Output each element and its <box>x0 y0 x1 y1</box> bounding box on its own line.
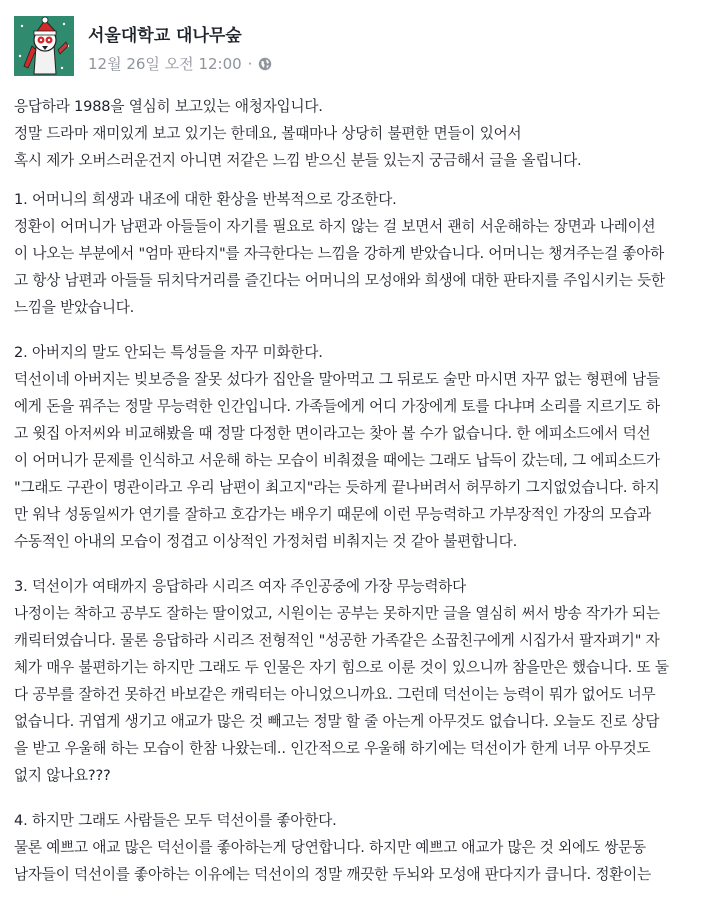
post-paragraph <box>14 186 712 321</box>
avatar-illustration-icon <box>14 16 74 76</box>
post-paragraph <box>14 807 712 888</box>
post-line: 없지 않나요??? <box>14 767 111 784</box>
post-line: 에게 돈을 꿔주는 정말 무능력한 인간입니다. 가족들에게 어디 가장에게 토를 다냐며 소리를 지르기도 하 <box>14 398 660 415</box>
post-body <box>14 93 712 906</box>
post-line: 캐릭터였습니다. 물론 응답하라 시리즈 전형적인 "성공한 가족같은 소꿉친구에게 시집가서 팔자펴기" 자 <box>14 632 660 649</box>
post-line: 정말 드라마 재미있게 보고 있기는 한데요, 볼때마나 상당히 불편한 면들이 있어서 <box>14 125 522 142</box>
post-line: 정환이 어머니가 남편과 아들들이 자기를 필요로 하지 않는 걸 보면서 괜히 서운해하는 장면과 나레이션 <box>14 218 656 235</box>
post-line: 이 어머니가 문제를 인식하고 서운해 하는 모습이 비춰졌을 때에는 그래도 납득이 갔는데, 그 에피소드가 <box>14 452 660 469</box>
page-avatar[interactable] <box>14 16 74 76</box>
post-line: 을 받고 우울해 하는 모습이 한참 나왔는데.. 인간적으로 우울해 하기에는 덕선이가 한게 너무 아무것도 <box>14 740 651 757</box>
post-line: 4. 하지만 그래도 사람들은 모두 덕선이를 좋아한다. <box>14 812 337 829</box>
post-line: 덕선이네 아버지는 빚보증을 잘못 섰다가 집안을 말아먹고 그 뒤로도 술만 마시면 자꾸 없는 형편에 남들 <box>14 371 660 388</box>
post-line: 고 윗집 아저씨와 비교해봤을 때 정말 다정한 면이라고는 찾아 볼 수가 없습니다. 한 에피소드에서 덕선 <box>14 425 651 442</box>
post-line: 다 공부를 잘하건 못하건 바보같은 캐릭터는 아니었으니까요. 그런데 덕선이는 능력이 뭐가 없어도 너무 <box>14 686 656 703</box>
post-paragraph <box>14 93 712 174</box>
post-meta <box>88 53 272 74</box>
post-line: 이 나오는 부분에서 "엄마 판타지"를 자극한다는 느낌을 강하게 받았습니다. 어머니는 챙겨주는걸 좋아하 <box>14 245 664 262</box>
post-timestamp[interactable]: 12월 26일 오전 12:00 <box>88 55 242 73</box>
post-paragraph <box>14 573 712 789</box>
page-name[interactable]: 서울대학교 대나무숲 <box>88 26 242 46</box>
post-line: "그래도 구관이 명관이라고 우리 남편이 최고지"라는 듯하게 끝나버려서 허무하기 그지없었습니다. 하지 <box>14 479 660 496</box>
post-line: 1. 어머니의 희생과 내조에 대한 환상을 반복적으로 강조한다. <box>14 191 397 208</box>
post-line: 혹시 제가 오버스러운건지 아니면 저같은 느낌 받으신 분들 있는지 궁금해서 글을 올립니다. <box>14 152 582 169</box>
post-line: 느낌을 받았습니다. <box>14 299 135 316</box>
globe-icon[interactable] <box>258 57 272 71</box>
post-line: 물론 예쁘고 애교 많은 덕선이를 좋아하는게 당연합니다. 하지만 예쁘고 애교가 많은 것 외에도 쌍문동 <box>14 839 646 856</box>
post-line: 체가 매우 불편하기는 하지만 그래도 두 인물은 자기 힘으로 이룬 것이 있으니까 참을만은 했습니다. 또 둘 <box>14 659 669 676</box>
post-line: 2. 아버지의 말도 안되는 특성들을 자꾸 미화한다. <box>14 344 323 361</box>
meta-separator: · <box>247 54 253 73</box>
post-line: 없습니다. 귀엽게 생기고 애교가 많은 것 빼고는 정말 할 줄 아는게 아무것도 없습니다. 오늘도 진로 상담 <box>14 713 660 730</box>
post-line: 수동적인 아내의 모습이 정겹고 이상적인 가정처럼 비춰지는 것 같아 불편합니다. <box>14 533 518 550</box>
post-line: 고 항상 남편과 아들들 뒤치닥거리를 즐긴다는 어머니의 모성애와 희생에 대한 판타지를 주입시키는 듯한 <box>14 272 665 289</box>
post-line: 남자들이 덕선이를 좋아하는 이유에는 덕선이의 정말 깨끗한 두뇌와 모성애 판다지가 큽니다. 정환이는 <box>14 866 651 883</box>
post-line: 응답하라 1988을 열심히 보고있는 애청자입니다. <box>14 98 323 115</box>
post-header <box>14 16 704 80</box>
post-line: 나정이는 착하고 공부도 잘하는 딸이었고, 시원이는 공부는 못하지만 글을 열심히 써서 방송 작가가 되는 <box>14 605 660 622</box>
post-line: 만 워낙 성동일씨가 연기를 잘하고 호감가는 배우기 때문에 이런 무능력하고 가부장적인 가장의 모습과 <box>14 506 651 523</box>
post-paragraph <box>14 339 712 555</box>
post-line: 3. 덕선이가 여태까지 응답하라 시리즈 여자 주인공중에 가장 무능력하다 <box>14 578 467 595</box>
